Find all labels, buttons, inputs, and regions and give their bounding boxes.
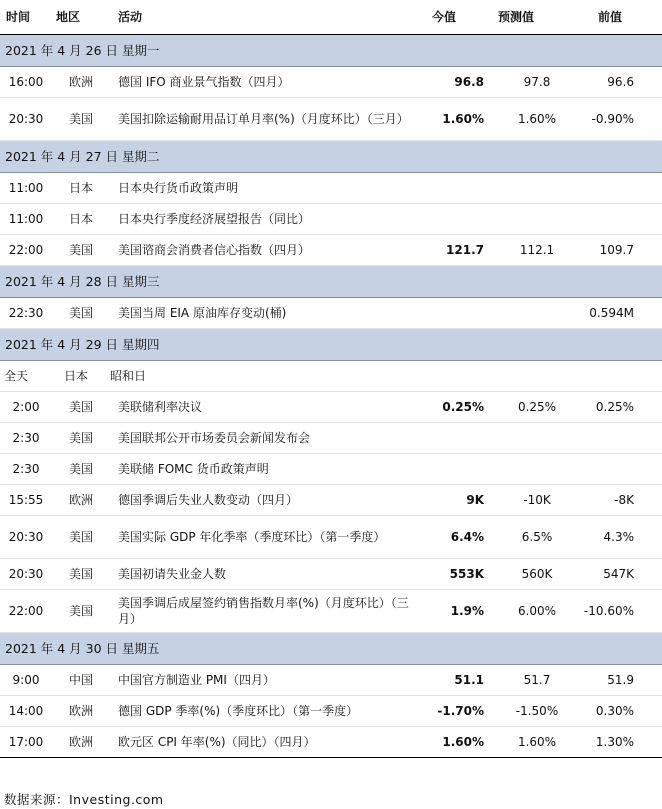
event-row: [0, 485, 662, 516]
event-region: 美国: [52, 98, 110, 141]
event-forecast: 51.7: [494, 665, 580, 696]
date-label: 2021 年 4 月 27 日 星期二: [0, 141, 662, 173]
date-row: [0, 329, 662, 361]
event-row: [0, 67, 662, 98]
event-time: 14:00: [0, 696, 52, 727]
event-forecast: 1.60%: [494, 727, 580, 758]
event-forecast: [494, 298, 580, 329]
event-region: 日本: [52, 204, 110, 235]
event-actual: [426, 173, 494, 204]
event-activity: 欧元区 CPI 年率(%)（同比）（四月）: [110, 727, 426, 758]
event-time: 22:00: [0, 235, 52, 266]
event-activity: 美国当周 EIA 原油库存变动(桶): [110, 298, 426, 329]
event-actual: 1.60%: [426, 727, 494, 758]
event-activity: 美联储 FOMC 货币政策声明: [110, 454, 426, 485]
event-forecast: -10K: [494, 485, 580, 516]
event-row: [0, 423, 662, 454]
header-row: [0, 0, 662, 35]
event-row: [0, 516, 662, 559]
header-time: 时间: [0, 0, 52, 35]
event-activity: 日本央行货币政策声明: [110, 173, 426, 204]
event-forecast: 560K: [494, 559, 580, 590]
event-row: [0, 590, 662, 633]
event-activity: 德国 IFO 商业景气指数（四月）: [110, 67, 426, 98]
event-forecast: 0.25%: [494, 392, 580, 423]
data-source-note: 数据来源：Investing.com: [4, 792, 164, 807]
event-previous: 0.25%: [580, 392, 662, 423]
event-forecast: [494, 361, 580, 392]
event-actual: 1.9%: [426, 590, 494, 633]
calendar-body: [0, 35, 662, 758]
header-previous: 前值: [580, 0, 662, 35]
event-actual: 121.7: [426, 235, 494, 266]
event-actual: 1.60%: [426, 98, 494, 141]
event-actual: [426, 361, 494, 392]
event-previous: -10.60%: [580, 590, 662, 633]
event-previous: 109.7: [580, 235, 662, 266]
event-actual: 553K: [426, 559, 494, 590]
event-activity: 日本央行季度经济展望报告（同比）: [110, 204, 426, 235]
event-activity: 中国官方制造业 PMI（四月）: [110, 665, 426, 696]
date-row: [0, 266, 662, 298]
event-region: 日本: [52, 361, 110, 392]
event-region: 美国: [52, 298, 110, 329]
event-activity: 昭和日: [110, 361, 426, 392]
event-actual: -1.70%: [426, 696, 494, 727]
event-region: 美国: [52, 454, 110, 485]
event-time: 17:00: [0, 727, 52, 758]
event-previous: 0.30%: [580, 696, 662, 727]
header-actual: 今值: [426, 0, 494, 35]
event-time: 22:30: [0, 298, 52, 329]
event-time: 9:00: [0, 665, 52, 696]
event-row: [0, 665, 662, 696]
event-time: 11:00: [0, 204, 52, 235]
event-activity: 美联储利率决议: [110, 392, 426, 423]
event-previous: 96.6: [580, 67, 662, 98]
header-region: 地区: [52, 0, 110, 35]
event-time: 20:30: [0, 559, 52, 590]
event-previous: 547K: [580, 559, 662, 590]
date-label: 2021 年 4 月 26 日 星期一: [0, 35, 662, 67]
event-actual: [426, 298, 494, 329]
event-actual: [426, 454, 494, 485]
event-activity: 美国扣除运输耐用品订单月率(%)（月度环比）（三月）: [110, 98, 426, 141]
event-row: [0, 204, 662, 235]
event-forecast: [494, 173, 580, 204]
date-label: 2021 年 4 月 30 日 星期五: [0, 633, 662, 665]
event-forecast: 6.00%: [494, 590, 580, 633]
event-actual: 0.25%: [426, 392, 494, 423]
event-region: 中国: [52, 665, 110, 696]
event-forecast: -1.50%: [494, 696, 580, 727]
event-row: [0, 392, 662, 423]
event-activity: 美国联邦公开市场委员会新闻发布会: [110, 423, 426, 454]
event-row: [0, 454, 662, 485]
date-label: 2021 年 4 月 29 日 星期四: [0, 329, 662, 361]
event-previous: [580, 454, 662, 485]
event-actual: 96.8: [426, 67, 494, 98]
event-activity: 美国实际 GDP 年化季率（季度环比）（第一季度）: [110, 516, 426, 559]
event-actual: [426, 204, 494, 235]
event-region: 美国: [52, 590, 110, 633]
event-activity: 德国季调后失业人数变动（四月）: [110, 485, 426, 516]
event-region: 欧洲: [52, 67, 110, 98]
event-region: 欧洲: [52, 485, 110, 516]
event-time: 全天: [0, 361, 52, 392]
event-row: [0, 235, 662, 266]
event-region: 美国: [52, 392, 110, 423]
event-time: 2:30: [0, 454, 52, 485]
event-previous: [580, 361, 662, 392]
date-label: 2021 年 4 月 28 日 星期三: [0, 266, 662, 298]
event-activity: 德国 GDP 季率(%)（季度环比）（第一季度）: [110, 696, 426, 727]
event-activity: 美国初请失业金人数: [110, 559, 426, 590]
event-previous: 51.9: [580, 665, 662, 696]
date-row: [0, 633, 662, 665]
event-previous: -0.90%: [580, 98, 662, 141]
event-forecast: [494, 423, 580, 454]
event-row: [0, 298, 662, 329]
event-forecast: 97.8: [494, 67, 580, 98]
event-region: 美国: [52, 559, 110, 590]
date-row: [0, 141, 662, 173]
event-previous: 4.3%: [580, 516, 662, 559]
event-forecast: 6.5%: [494, 516, 580, 559]
event-region: 日本: [52, 173, 110, 204]
header-activity: 活动: [110, 0, 426, 35]
event-row: [0, 98, 662, 141]
header-forecast: 预测值: [494, 0, 580, 35]
event-row: [0, 727, 662, 758]
event-forecast: 112.1: [494, 235, 580, 266]
event-forecast: 1.60%: [494, 98, 580, 141]
event-previous: [580, 204, 662, 235]
event-time: 20:30: [0, 98, 52, 141]
event-time: 22:00: [0, 590, 52, 633]
event-previous: [580, 423, 662, 454]
event-time: 2:00: [0, 392, 52, 423]
event-time: 11:00: [0, 173, 52, 204]
event-forecast: [494, 454, 580, 485]
event-region: 美国: [52, 423, 110, 454]
event-activity: 美国季调后成屋签约销售指数月率(%)（月度环比）（三月）: [110, 590, 426, 633]
event-actual: 51.1: [426, 665, 494, 696]
event-activity: 美国谘商会消费者信心指数（四月）: [110, 235, 426, 266]
event-region: 欧洲: [52, 727, 110, 758]
date-row: [0, 35, 662, 67]
event-region: 美国: [52, 235, 110, 266]
event-row: [0, 361, 662, 392]
event-row: [0, 696, 662, 727]
event-time: 20:30: [0, 516, 52, 559]
event-region: 欧洲: [52, 696, 110, 727]
event-previous: 1.30%: [580, 727, 662, 758]
event-time: 16:00: [0, 67, 52, 98]
event-forecast: [494, 204, 580, 235]
event-row: [0, 173, 662, 204]
event-actual: 6.4%: [426, 516, 494, 559]
event-actual: 9K: [426, 485, 494, 516]
event-previous: 0.594M: [580, 298, 662, 329]
event-row: [0, 559, 662, 590]
event-time: 2:30: [0, 423, 52, 454]
event-time: 15:55: [0, 485, 52, 516]
event-actual: [426, 423, 494, 454]
event-region: 美国: [52, 516, 110, 559]
event-previous: [580, 173, 662, 204]
event-previous: -8K: [580, 485, 662, 516]
